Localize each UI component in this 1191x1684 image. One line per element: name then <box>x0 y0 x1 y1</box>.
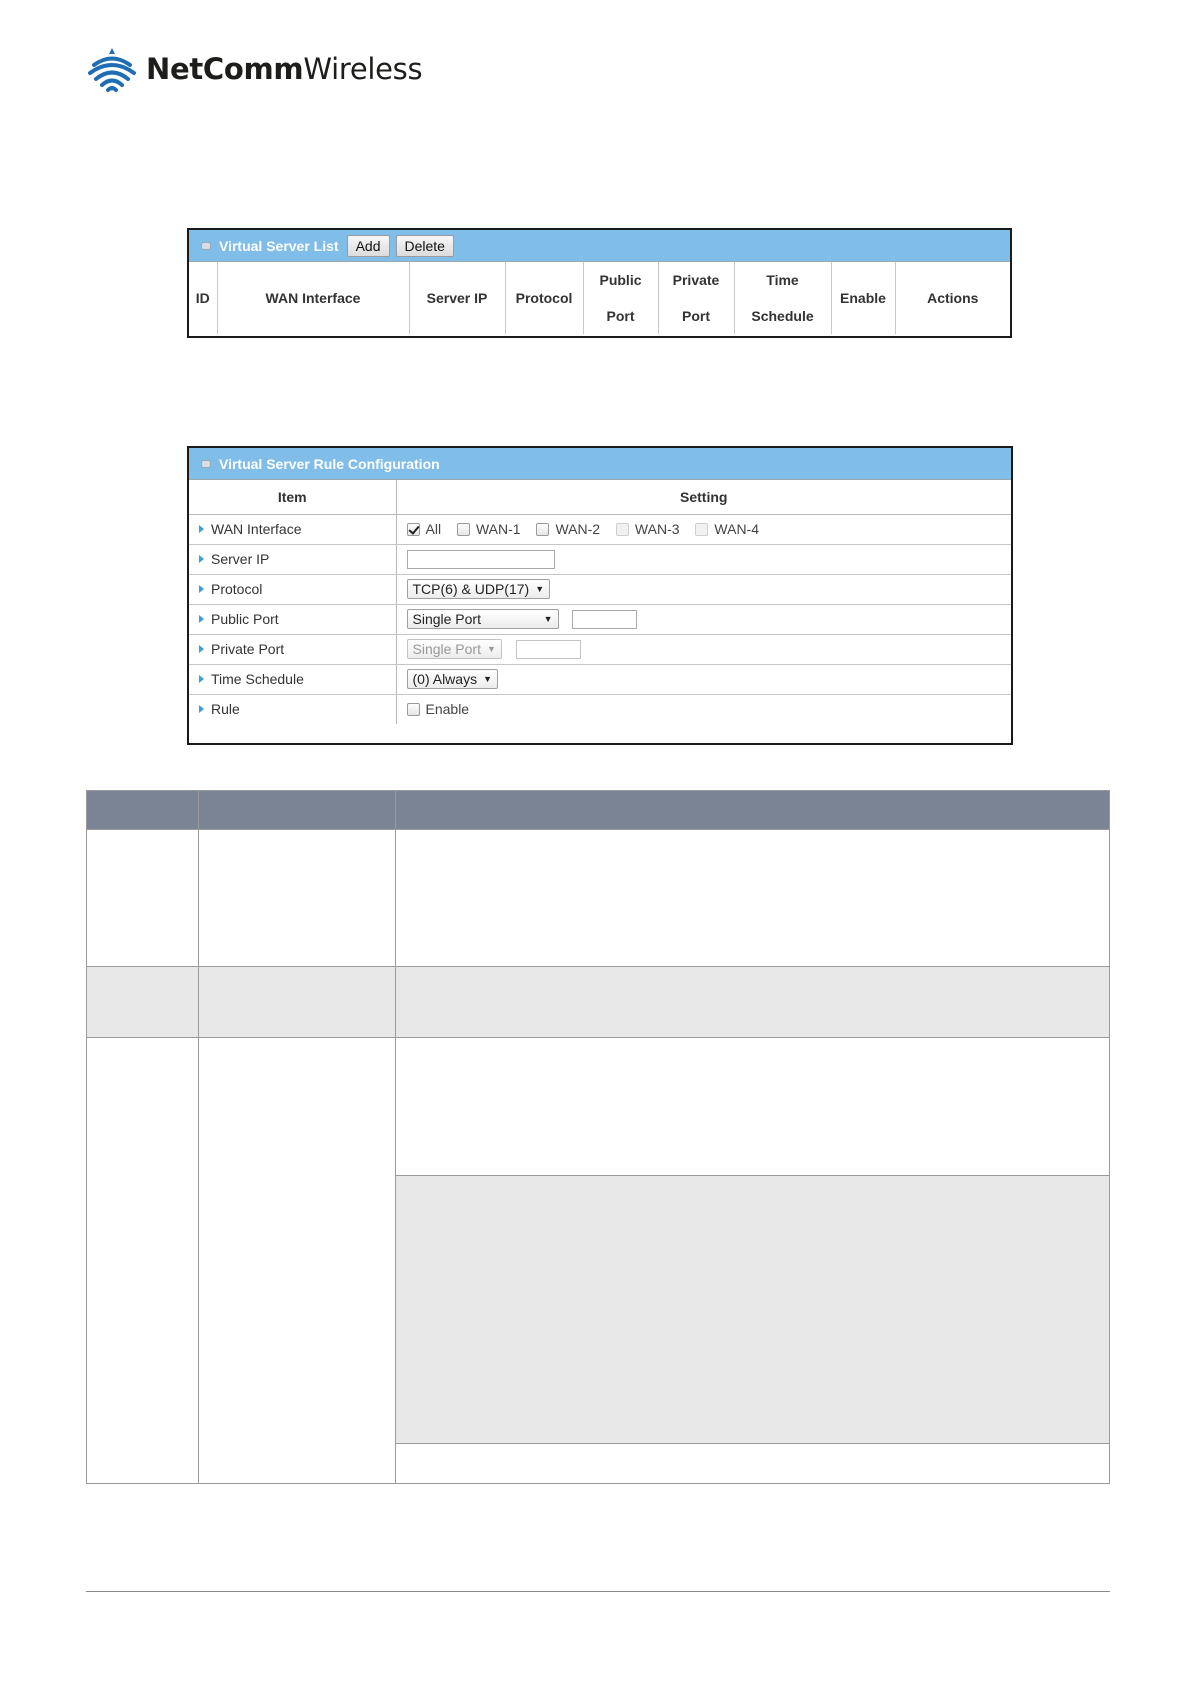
public-port-input[interactable] <box>572 610 637 629</box>
rule-label: Rule <box>211 701 240 718</box>
table-cell <box>396 967 1110 1038</box>
wan-all-label: All <box>425 521 442 537</box>
public-port-label: Public Port <box>211 611 279 627</box>
public-port-type-value: Single Port <box>412 611 481 627</box>
private-port-input[interactable] <box>516 640 581 659</box>
protocol-row <box>189 574 1011 604</box>
rule-config-table <box>189 480 1011 724</box>
table-cell <box>199 967 396 1038</box>
time-schedule-row <box>189 664 1011 694</box>
dropdown-arrow-icon: ▼ <box>535 584 545 594</box>
table-cell <box>87 1038 199 1484</box>
arrow-icon <box>199 555 204 563</box>
rule-row <box>189 694 1011 724</box>
column-header-enable: Enable <box>831 262 895 334</box>
rule-config-panel <box>187 446 1013 745</box>
arrow-icon <box>199 645 204 653</box>
wan-3-label: WAN-3 <box>634 521 680 537</box>
wan-interface-row <box>189 514 1011 544</box>
wan-all-checkbox[interactable] <box>407 523 420 536</box>
arrow-icon <box>199 615 204 623</box>
private-port-type-select[interactable] <box>407 639 502 659</box>
table-row <box>87 1038 1110 1176</box>
virtual-server-list-panel <box>187 228 1012 338</box>
add-button[interactable]: Add <box>347 235 390 257</box>
collapse-icon[interactable] <box>201 460 211 468</box>
wan-4-label: WAN-4 <box>714 521 759 537</box>
rule-enable-checkbox[interactable] <box>407 703 420 716</box>
arrow-icon <box>199 705 204 713</box>
arrow-icon <box>199 675 204 683</box>
time-schedule-label: Time Schedule <box>211 671 304 687</box>
wan-interface-label: WAN Interface <box>211 521 302 537</box>
wan-3-checkbox[interactable] <box>616 523 629 536</box>
table-cell <box>396 830 1110 967</box>
column-header-id: ID <box>189 262 217 334</box>
table-cell <box>199 830 396 967</box>
brand-name: NetCommWireless <box>146 52 423 86</box>
column-header-time-schedule: Time Schedule <box>734 262 831 334</box>
wan-1-label: WAN-1 <box>475 521 521 537</box>
table-cell <box>396 1444 1110 1484</box>
netcomm-logo <box>88 44 422 94</box>
header-cell <box>199 791 396 830</box>
rule-config-title: Virtual Server Rule Configuration <box>219 455 440 472</box>
column-header-actions: Actions <box>927 290 979 306</box>
protocol-label: Protocol <box>211 581 263 597</box>
private-port-type-value: Single Port <box>412 641 481 657</box>
collapse-icon[interactable] <box>201 242 211 250</box>
wan-2-label: WAN-2 <box>555 521 601 537</box>
virtual-server-list-header <box>189 230 1010 262</box>
public-port-type-select[interactable] <box>407 609 559 629</box>
wan-2-checkbox[interactable] <box>536 523 549 536</box>
server-ip-row <box>189 544 1011 574</box>
dropdown-arrow-icon: ▼ <box>543 614 553 624</box>
virtual-server-list-table <box>189 262 1010 334</box>
table-row <box>87 967 1110 1038</box>
item-column-header: Item <box>189 480 396 514</box>
dropdown-arrow-icon: ▼ <box>486 644 496 654</box>
wireless-signal-icon <box>88 46 136 92</box>
table-row <box>87 830 1110 967</box>
protocol-value: TCP(6) & UDP(17) <box>412 581 530 597</box>
wan-4-checkbox[interactable] <box>695 523 708 536</box>
table-cell <box>199 1038 396 1484</box>
private-port-label: Private Port <box>211 641 285 657</box>
protocol-select[interactable] <box>407 579 551 599</box>
column-header-server-ip: Server IP <box>409 262 505 334</box>
header-cell <box>87 791 199 830</box>
column-header-public-port: Public Port <box>583 262 658 334</box>
virtual-server-list-title: Virtual Server List <box>219 237 339 254</box>
private-port-row <box>189 634 1011 664</box>
table-cell <box>87 967 199 1038</box>
table-cell <box>396 1038 1110 1176</box>
time-schedule-value: (0) Always <box>412 671 478 687</box>
column-header-wan-interface: WAN Interface <box>217 262 409 334</box>
column-header-protocol: Protocol <box>505 262 583 334</box>
wan-1-checkbox[interactable] <box>457 523 470 536</box>
server-ip-label: Server IP <box>211 551 270 567</box>
table-cell <box>396 1176 1110 1444</box>
description-table-header <box>87 791 1110 830</box>
arrow-icon <box>199 585 204 593</box>
header-cell <box>396 791 1110 830</box>
server-ip-input[interactable] <box>407 550 555 569</box>
public-port-row <box>189 604 1011 634</box>
column-header-private-port: Private Port <box>658 262 734 334</box>
time-schedule-select[interactable] <box>407 669 499 689</box>
dropdown-arrow-icon: ▼ <box>483 674 492 684</box>
arrow-icon <box>199 525 204 533</box>
rule-config-header <box>189 448 1011 480</box>
setting-column-header: Setting <box>396 480 1011 514</box>
table-cell <box>87 830 199 967</box>
footer-divider <box>86 1591 1110 1592</box>
delete-button[interactable]: Delete <box>396 235 454 257</box>
description-table <box>86 790 1110 1484</box>
rule-enable-label: Enable <box>425 701 470 718</box>
